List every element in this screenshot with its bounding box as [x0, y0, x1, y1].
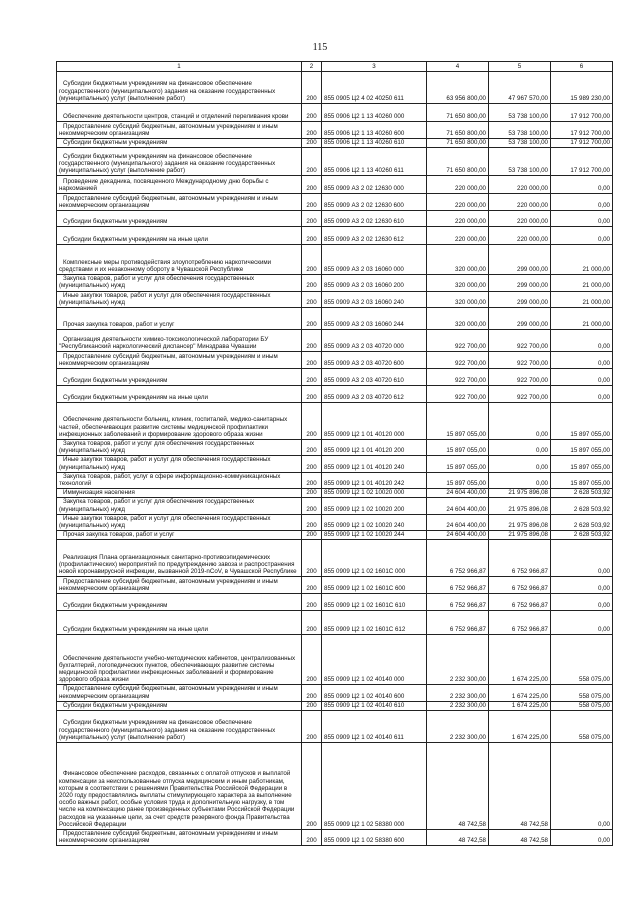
- row-name-text: Предоставление субсидий бюджетным, автономным учреждениям и иным некоммерческим организациям: [59, 830, 278, 845]
- row-value6-cell: 0,00: [551, 211, 613, 227]
- row-value6-cell: 17 912 700,00: [551, 104, 613, 122]
- table-row: [57, 540, 613, 577]
- row-column2-cell: 200: [302, 472, 322, 488]
- row-name-text: Субсидии бюджетным учреждениям: [63, 701, 168, 709]
- row-value4-cell: 6 752 966,87: [427, 577, 489, 594]
- row-value5-cell: 299 000,00: [489, 275, 551, 291]
- row-name-cell: [57, 104, 302, 122]
- row-value5-cell: 21 975 896,08: [489, 498, 551, 514]
- row-value6-cell: 21 000,00: [551, 275, 613, 291]
- table-row: [57, 743, 613, 830]
- row-value6-cell: 0,00: [551, 227, 613, 245]
- row-name-cell: [57, 611, 302, 635]
- row-value6-cell: 0,00: [551, 386, 613, 403]
- row-value5-cell: 48 742,58: [489, 743, 551, 830]
- row-value6-cell: 2 628 503,92: [551, 489, 613, 498]
- table-row: [57, 291, 613, 307]
- table-row: [57, 456, 613, 472]
- row-value5-cell: 53 738 100,00: [489, 139, 551, 148]
- row-name-text: Субсидии бюджетным учреждениям на иные цели: [63, 393, 208, 401]
- table-row: [57, 685, 613, 701]
- row-column2-cell: 200: [302, 104, 322, 122]
- row-code-cell: 855 0905 Ц2 4 02 40250 611: [322, 72, 427, 104]
- row-value5-cell: 922 700,00: [489, 369, 551, 386]
- row-name-cell: [57, 275, 302, 291]
- row-name-text: Предоставление субсидий бюджетным, автономным учреждениям и иным некоммерческим организациям: [59, 194, 278, 209]
- row-value5-cell: 6 752 966,87: [489, 594, 551, 611]
- row-column2-cell: 200: [302, 227, 322, 245]
- row-code-cell: 855 0909 Ц2 1 02 40140 610: [322, 701, 427, 710]
- row-value5-cell: 922 700,00: [489, 386, 551, 403]
- row-name-cell: [57, 176, 302, 194]
- row-code-cell: 855 0909 А3 2 02 12630 600: [322, 194, 427, 211]
- row-name-text: Иные закупки товаров, работ и услуг для обеспечения государственных (муниципальных) нужд: [59, 291, 271, 306]
- row-value6-cell: 21 000,00: [551, 308, 613, 330]
- row-value6-cell: 0,00: [551, 176, 613, 194]
- row-column2-cell: 200: [302, 701, 322, 710]
- row-name-cell: [57, 743, 302, 830]
- row-name-text: Финансовое обеспечение расходов, связанных с оплатой отпусков и выплатой компенсации за неиспользованные отпуска медицинским и иным работникам, которым в соответствии с решениями Правительства Российской Федерации в 2020 году предоставлялись выплаты стимулирующего характера за выполнение особо важных работ, особые условия труда и дополнительную нагрузку, в том числе на компенсацию ранее произведенных субъектами Российской Федерации расходов на указанные цели, за счет средств резервного фонда Правительства Российской Федерации: [59, 770, 295, 828]
- row-column2-cell: 200: [302, 711, 322, 743]
- row-code-cell: 855 0909 А3 2 03 16060 240: [322, 291, 427, 307]
- row-value6-cell: 558 075,00: [551, 701, 613, 710]
- row-value4-cell: 220 000,00: [427, 176, 489, 194]
- header-cell: 1: [57, 62, 302, 72]
- row-value5-cell: 53 738 100,00: [489, 104, 551, 122]
- table-row: [57, 227, 613, 245]
- row-name-text: Закупка товаров, работ, услуг в сфере информационно-коммуникационных технологий: [59, 472, 281, 488]
- row-value6-cell: 0,00: [551, 352, 613, 369]
- row-column2-cell: 200: [302, 139, 322, 148]
- table-row: [57, 369, 613, 386]
- row-value5-cell: 0,00: [489, 440, 551, 456]
- row-name-cell: [57, 635, 302, 685]
- row-name-text: Иные закупки товаров, работ и услуг для обеспечения государственных (муниципальных) нужд: [59, 514, 271, 530]
- row-value4-cell: 15 897 055,00: [427, 440, 489, 456]
- row-name-cell: [57, 291, 302, 307]
- row-column2-cell: 200: [302, 577, 322, 594]
- row-value6-cell: 558 075,00: [551, 685, 613, 701]
- row-value4-cell: 24 604 400,00: [427, 498, 489, 514]
- row-name-text: Прочая закупка товаров, работ и услуг: [63, 531, 175, 539]
- row-code-cell: 855 0909 Ц2 1 02 40140 600: [322, 685, 427, 701]
- row-name-cell: [57, 830, 302, 846]
- row-name-text: Субсидии бюджетным учреждениям: [63, 376, 168, 384]
- table-row: [57, 440, 613, 456]
- row-code-cell: 855 0909 А3 2 03 16060 244: [322, 308, 427, 330]
- header-cell: 2: [302, 62, 322, 72]
- row-value5-cell: 299 000,00: [489, 245, 551, 275]
- row-code-cell: 855 0909 Ц2 1 02 58380 000: [322, 743, 427, 830]
- table-row: [57, 594, 613, 611]
- row-name-cell: [57, 386, 302, 403]
- row-name-cell: [57, 308, 302, 330]
- row-value4-cell: 71 650 800,00: [427, 104, 489, 122]
- table-row: [57, 531, 613, 540]
- row-value4-cell: 71 650 800,00: [427, 122, 489, 139]
- row-value6-cell: 21 000,00: [551, 245, 613, 275]
- row-code-cell: 855 0909 Ц2 1 02 1601С 000: [322, 540, 427, 577]
- header-cell: 4: [427, 62, 489, 72]
- row-name-text: Прочая закупка товаров, работ и услуг: [63, 320, 175, 328]
- row-name-text: Предоставление субсидий бюджетным, автономным учреждениям и иным некоммерческим организациям: [59, 578, 278, 593]
- table-row: [57, 72, 613, 104]
- row-name-text: Реализация Плана организационных санитарно-противоэпидемических (профилактических) мероприятий по предупреждению завоза и распространения новой коронавирусной инфекции, вызванной 2019-nCoV, в Чувашской Республике: [59, 553, 297, 576]
- row-value6-cell: 17 912 700,00: [551, 139, 613, 148]
- row-code-cell: 855 0909 Ц2 1 01 40120 242: [322, 472, 427, 488]
- row-name-cell: [57, 531, 302, 540]
- header-cell: 6: [551, 62, 613, 72]
- row-value4-cell: 15 897 055,00: [427, 456, 489, 472]
- row-value4-cell: 2 232 300,00: [427, 685, 489, 701]
- row-value6-cell: 0,00: [551, 611, 613, 635]
- row-code-cell: 855 0909 А3 2 02 12630 610: [322, 211, 427, 227]
- row-value6-cell: 0,00: [551, 194, 613, 211]
- row-value4-cell: 320 000,00: [427, 291, 489, 307]
- row-code-cell: 855 0906 Ц2 1 13 40260 600: [322, 122, 427, 139]
- row-column2-cell: 200: [302, 594, 322, 611]
- row-name-text: Комплексные меры противодействия злоупотреблению наркотическими средствами и их незаконному обороту в Чувашской Республике: [59, 258, 272, 273]
- row-column2-cell: 200: [302, 531, 322, 540]
- row-code-cell: 855 0909 Ц2 1 02 10020 240: [322, 514, 427, 530]
- row-value4-cell: 220 000,00: [427, 227, 489, 245]
- row-value5-cell: 299 000,00: [489, 291, 551, 307]
- table-row: [57, 245, 613, 275]
- row-name-cell: [57, 701, 302, 710]
- row-value5-cell: 220 000,00: [489, 227, 551, 245]
- row-value4-cell: 2 232 300,00: [427, 701, 489, 710]
- row-value4-cell: 2 232 300,00: [427, 711, 489, 743]
- row-value6-cell: 15 897 055,00: [551, 456, 613, 472]
- row-name-cell: [57, 685, 302, 701]
- row-value5-cell: 1 674 225,00: [489, 635, 551, 685]
- table-row: [57, 148, 613, 176]
- row-value4-cell: 2 232 300,00: [427, 635, 489, 685]
- row-name-cell: [57, 148, 302, 176]
- row-code-cell: 855 0906 Ц2 1 13 40260 610: [322, 139, 427, 148]
- row-column2-cell: 200: [302, 308, 322, 330]
- row-name-text: Обеспечение деятельности центров, станций и отделений переливания крови: [63, 112, 289, 120]
- row-value6-cell: 2 628 503,92: [551, 514, 613, 530]
- table-row: [57, 275, 613, 291]
- row-value6-cell: 0,00: [551, 830, 613, 846]
- row-value4-cell: 24 604 400,00: [427, 514, 489, 530]
- row-value5-cell: 0,00: [489, 403, 551, 440]
- row-code-cell: 855 0909 А3 2 03 16060 200: [322, 275, 427, 291]
- table-row: [57, 577, 613, 594]
- row-name-cell: [57, 577, 302, 594]
- header-cell: 5: [489, 62, 551, 72]
- row-value6-cell: 17 912 700,00: [551, 148, 613, 176]
- table-row: [57, 386, 613, 403]
- row-code-cell: 855 0906 Ц2 1 13 40260 000: [322, 104, 427, 122]
- row-code-cell: 855 0909 Ц2 1 02 1601С 612: [322, 611, 427, 635]
- row-value5-cell: 220 000,00: [489, 211, 551, 227]
- row-name-cell: [57, 594, 302, 611]
- row-column2-cell: 200: [302, 369, 322, 386]
- row-value6-cell: 0,00: [551, 540, 613, 577]
- row-name-cell: [57, 139, 302, 148]
- row-name-cell: [57, 330, 302, 352]
- table-row: [57, 701, 613, 710]
- table-row: [57, 489, 613, 498]
- row-value5-cell: 6 752 966,87: [489, 611, 551, 635]
- row-column2-cell: 200: [302, 489, 322, 498]
- row-name-cell: [57, 440, 302, 456]
- row-code-cell: 855 0909 Ц2 1 02 40140 611: [322, 711, 427, 743]
- table-row: [57, 139, 613, 148]
- row-column2-cell: 200: [302, 291, 322, 307]
- row-code-cell: 855 0909 А3 2 02 12630 612: [322, 227, 427, 245]
- row-name-cell: [57, 456, 302, 472]
- row-value5-cell: 21 975 896,08: [489, 531, 551, 540]
- row-code-cell: 855 0909 Ц2 1 02 10020 200: [322, 498, 427, 514]
- row-name-cell: [57, 540, 302, 577]
- row-column2-cell: 200: [302, 330, 322, 352]
- table-row: [57, 176, 613, 194]
- page-number: 115: [312, 42, 328, 53]
- row-value6-cell: 2 628 503,92: [551, 531, 613, 540]
- row-name-text: Предоставление субсидий бюджетным, автономным учреждениям и иным некоммерческим организациям: [59, 122, 278, 137]
- row-value5-cell: 1 674 225,00: [489, 685, 551, 701]
- row-code-cell: 855 0909 А3 2 02 12630 000: [322, 176, 427, 194]
- row-code-cell: 855 0909 Ц2 1 02 40140 000: [322, 635, 427, 685]
- row-value6-cell: 15 897 055,00: [551, 403, 613, 440]
- row-value4-cell: 922 700,00: [427, 369, 489, 386]
- row-column2-cell: 200: [302, 176, 322, 194]
- table-row: [57, 711, 613, 743]
- row-column2-cell: 200: [302, 148, 322, 176]
- row-value5-cell: 1 674 225,00: [489, 711, 551, 743]
- row-name-cell: [57, 72, 302, 104]
- row-name-cell: [57, 194, 302, 211]
- row-column2-cell: 200: [302, 194, 322, 211]
- row-code-cell: 855 0909 Ц2 1 01 40120 200: [322, 440, 427, 456]
- row-value5-cell: 299 000,00: [489, 308, 551, 330]
- row-value5-cell: 21 975 896,08: [489, 514, 551, 530]
- row-value5-cell: 0,00: [489, 472, 551, 488]
- row-column2-cell: 200: [302, 830, 322, 846]
- row-value5-cell: 53 738 100,00: [489, 148, 551, 176]
- row-value6-cell: 17 912 700,00: [551, 122, 613, 139]
- row-value6-cell: 0,00: [551, 594, 613, 611]
- row-name-cell: [57, 472, 302, 488]
- row-name-cell: [57, 369, 302, 386]
- row-code-cell: 855 0909 Ц2 1 02 10020 244: [322, 531, 427, 540]
- row-name-text: Субсидии бюджетным учреждениям на иные цели: [63, 626, 208, 634]
- row-value4-cell: 6 752 966,87: [427, 611, 489, 635]
- row-name-text: Организация деятельности химико-токсикологической лаборатории БУ "Республиканский наркологический диспансер" Минздрава Чувашии: [59, 335, 269, 350]
- table-row: [57, 830, 613, 846]
- row-value5-cell: 53 738 100,00: [489, 122, 551, 139]
- header-cell: 3: [322, 62, 427, 72]
- row-column2-cell: 200: [302, 122, 322, 139]
- row-name-text: Обеспечение деятельности больниц, клиник, госпиталей, медико-санитарных частей, обеспечивающих развитие системы медицинской профилактики инфекционных заболеваний и формирование здорового образа жизни: [59, 416, 288, 438]
- row-name-cell: [57, 489, 302, 498]
- row-value4-cell: 71 650 800,00: [427, 148, 489, 176]
- row-column2-cell: 200: [302, 211, 322, 227]
- row-column2-cell: 200: [302, 635, 322, 685]
- row-code-cell: 855 0909 Ц2 1 02 1601С 610: [322, 594, 427, 611]
- row-name-text: Закупка товаров, работ и услуг для обеспечения государственных (муниципальных) нужд: [59, 440, 255, 455]
- row-value4-cell: 48 742,58: [427, 830, 489, 846]
- row-name-text: Иммунизация населения: [63, 489, 135, 497]
- row-value5-cell: 220 000,00: [489, 194, 551, 211]
- row-value5-cell: 220 000,00: [489, 176, 551, 194]
- row-name-text: Закупка товаров, работ и услуг для обеспечения государственных (муниципальных) нужд: [59, 498, 255, 513]
- row-value6-cell: 21 000,00: [551, 291, 613, 307]
- row-value5-cell: 6 752 966,87: [489, 577, 551, 594]
- table-row: [57, 403, 613, 440]
- row-value4-cell: 220 000,00: [427, 194, 489, 211]
- table-row: [57, 611, 613, 635]
- row-name-cell: [57, 403, 302, 440]
- row-name-cell: [57, 711, 302, 743]
- row-value6-cell: 558 075,00: [551, 711, 613, 743]
- row-value4-cell: 15 897 055,00: [427, 403, 489, 440]
- row-column2-cell: 200: [302, 440, 322, 456]
- row-value4-cell: 6 752 966,87: [427, 540, 489, 577]
- row-value4-cell: 24 604 400,00: [427, 531, 489, 540]
- row-value6-cell: 558 075,00: [551, 635, 613, 685]
- row-value6-cell: 15 989 230,00: [551, 72, 613, 104]
- row-value5-cell: 1 674 225,00: [489, 701, 551, 710]
- row-code-cell: 855 0909 Ц2 1 02 58380 600: [322, 830, 427, 846]
- row-code-cell: 855 0909 А3 2 03 16060 000: [322, 245, 427, 275]
- row-value4-cell: 922 700,00: [427, 330, 489, 352]
- row-value5-cell: 48 742,58: [489, 830, 551, 846]
- row-column2-cell: 200: [302, 498, 322, 514]
- row-name-text: Закупка товаров, работ и услуг для обеспечения государственных (муниципальных) нужд: [59, 275, 255, 290]
- row-column2-cell: 200: [302, 514, 322, 530]
- row-column2-cell: 200: [302, 352, 322, 369]
- row-column2-cell: 200: [302, 275, 322, 291]
- row-name-cell: [57, 122, 302, 139]
- row-value4-cell: 15 897 055,00: [427, 472, 489, 488]
- row-value4-cell: 320 000,00: [427, 275, 489, 291]
- row-code-cell: 855 0909 Ц2 1 02 10020 000: [322, 489, 427, 498]
- row-name-cell: [57, 352, 302, 369]
- row-value6-cell: 0,00: [551, 330, 613, 352]
- row-name-text: Субсидии бюджетным учреждениям: [63, 218, 168, 225]
- header-row: [57, 62, 613, 72]
- row-name-cell: [57, 211, 302, 227]
- row-value4-cell: 71 650 800,00: [427, 139, 489, 148]
- row-value5-cell: 47 967 570,00: [489, 72, 551, 104]
- table-row: [57, 211, 613, 227]
- table-row: [57, 514, 613, 530]
- row-code-cell: 855 0909 Ц2 1 01 40120 000: [322, 403, 427, 440]
- row-code-cell: 855 0909 А3 2 03 40720 610: [322, 369, 427, 386]
- row-name-text: Субсидии бюджетным учреждениям на финансовое обеспечение государственного (муниципального) задания на оказание государственных (муниципальных) услуг (выполнение работ): [59, 719, 276, 741]
- row-value5-cell: 6 752 966,87: [489, 540, 551, 577]
- row-name-text: Иные закупки товаров, работ и услуг для обеспечения государственных (муниципальных) нужд: [59, 456, 271, 471]
- row-column2-cell: 200: [302, 72, 322, 104]
- row-name-cell: [57, 245, 302, 275]
- table-row: [57, 498, 613, 514]
- budget-table: [56, 61, 613, 846]
- table-row: [57, 352, 613, 369]
- row-name-text: Предоставление субсидий бюджетным, автономным учреждениям и иным некоммерческим организациям: [59, 685, 278, 700]
- row-name-text: Предоставление субсидий бюджетным, автономным учреждениям и иным некоммерческим организациям: [59, 352, 278, 367]
- row-column2-cell: 200: [302, 611, 322, 635]
- row-column2-cell: 200: [302, 685, 322, 701]
- row-column2-cell: 200: [302, 386, 322, 403]
- row-name-cell: [57, 227, 302, 245]
- table-row: [57, 104, 613, 122]
- row-name-cell: [57, 498, 302, 514]
- row-value5-cell: 922 700,00: [489, 352, 551, 369]
- row-code-cell: 855 0909 Ц2 1 01 40120 240: [322, 456, 427, 472]
- row-value6-cell: 0,00: [551, 369, 613, 386]
- row-column2-cell: 200: [302, 456, 322, 472]
- row-name-text: Обеспечение деятельности учебно-методических кабинетов, централизованных бухгалтерий, логопедических пунктов, обеспечивающих развитие системы медицинской профилактики инфекционных заболеваний и формирование здорового образа жизни: [59, 654, 296, 684]
- row-column2-cell: 200: [302, 540, 322, 577]
- table-row: [57, 122, 613, 139]
- row-name-cell: [57, 514, 302, 530]
- row-value6-cell: 0,00: [551, 743, 613, 830]
- row-value6-cell: 0,00: [551, 577, 613, 594]
- row-value5-cell: 0,00: [489, 456, 551, 472]
- row-code-cell: 855 0909 Ц2 1 02 1601С 600: [322, 577, 427, 594]
- row-name-text: Субсидии бюджетным учреждениям на иные цели: [63, 236, 208, 243]
- row-name-text: Субсидии бюджетным учреждениям: [63, 139, 168, 146]
- table-row: [57, 308, 613, 330]
- table-row: [57, 330, 613, 352]
- row-code-cell: 855 0909 А3 2 03 40720 600: [322, 352, 427, 369]
- row-value4-cell: 922 700,00: [427, 386, 489, 403]
- row-value5-cell: 922 700,00: [489, 330, 551, 352]
- table-row: [57, 635, 613, 685]
- row-column2-cell: 200: [302, 403, 322, 440]
- row-code-cell: 855 0909 А3 2 03 40720 612: [322, 386, 427, 403]
- row-value4-cell: 63 956 800,00: [427, 72, 489, 104]
- row-value6-cell: 15 897 055,00: [551, 472, 613, 488]
- row-name-text: Проведение декадника, посвященного Международному дню борьбы с наркоманией: [59, 177, 269, 192]
- row-value6-cell: 15 897 055,00: [551, 440, 613, 456]
- row-code-cell: 855 0906 Ц2 1 13 40260 611: [322, 148, 427, 176]
- table-row: [57, 472, 613, 488]
- table-row: [57, 194, 613, 211]
- row-name-text: Субсидии бюджетным учреждениям на финансовое обеспечение государственного (муниципального) задания на оказание государственных (муниципальных) услуг (выполнение работ): [59, 80, 276, 102]
- row-name-text: Субсидии бюджетным учреждениям: [63, 602, 168, 610]
- row-value4-cell: 24 604 400,00: [427, 489, 489, 498]
- row-value4-cell: 320 000,00: [427, 308, 489, 330]
- row-value4-cell: 922 700,00: [427, 352, 489, 369]
- row-value5-cell: 21 975 896,08: [489, 489, 551, 498]
- row-value6-cell: 2 628 503,92: [551, 498, 613, 514]
- row-name-text: Субсидии бюджетным учреждениям на финансовое обеспечение государственного (муниципального) задания на оказание государственных (муниципальных) услуг (выполнение работ): [59, 152, 276, 174]
- row-value4-cell: 320 000,00: [427, 245, 489, 275]
- row-column2-cell: 200: [302, 743, 322, 830]
- row-value4-cell: 48 742,58: [427, 743, 489, 830]
- row-code-cell: 855 0909 А3 2 03 40720 000: [322, 330, 427, 352]
- row-column2-cell: 200: [302, 245, 322, 275]
- row-value4-cell: 220 000,00: [427, 211, 489, 227]
- row-value4-cell: 6 752 966,87: [427, 594, 489, 611]
